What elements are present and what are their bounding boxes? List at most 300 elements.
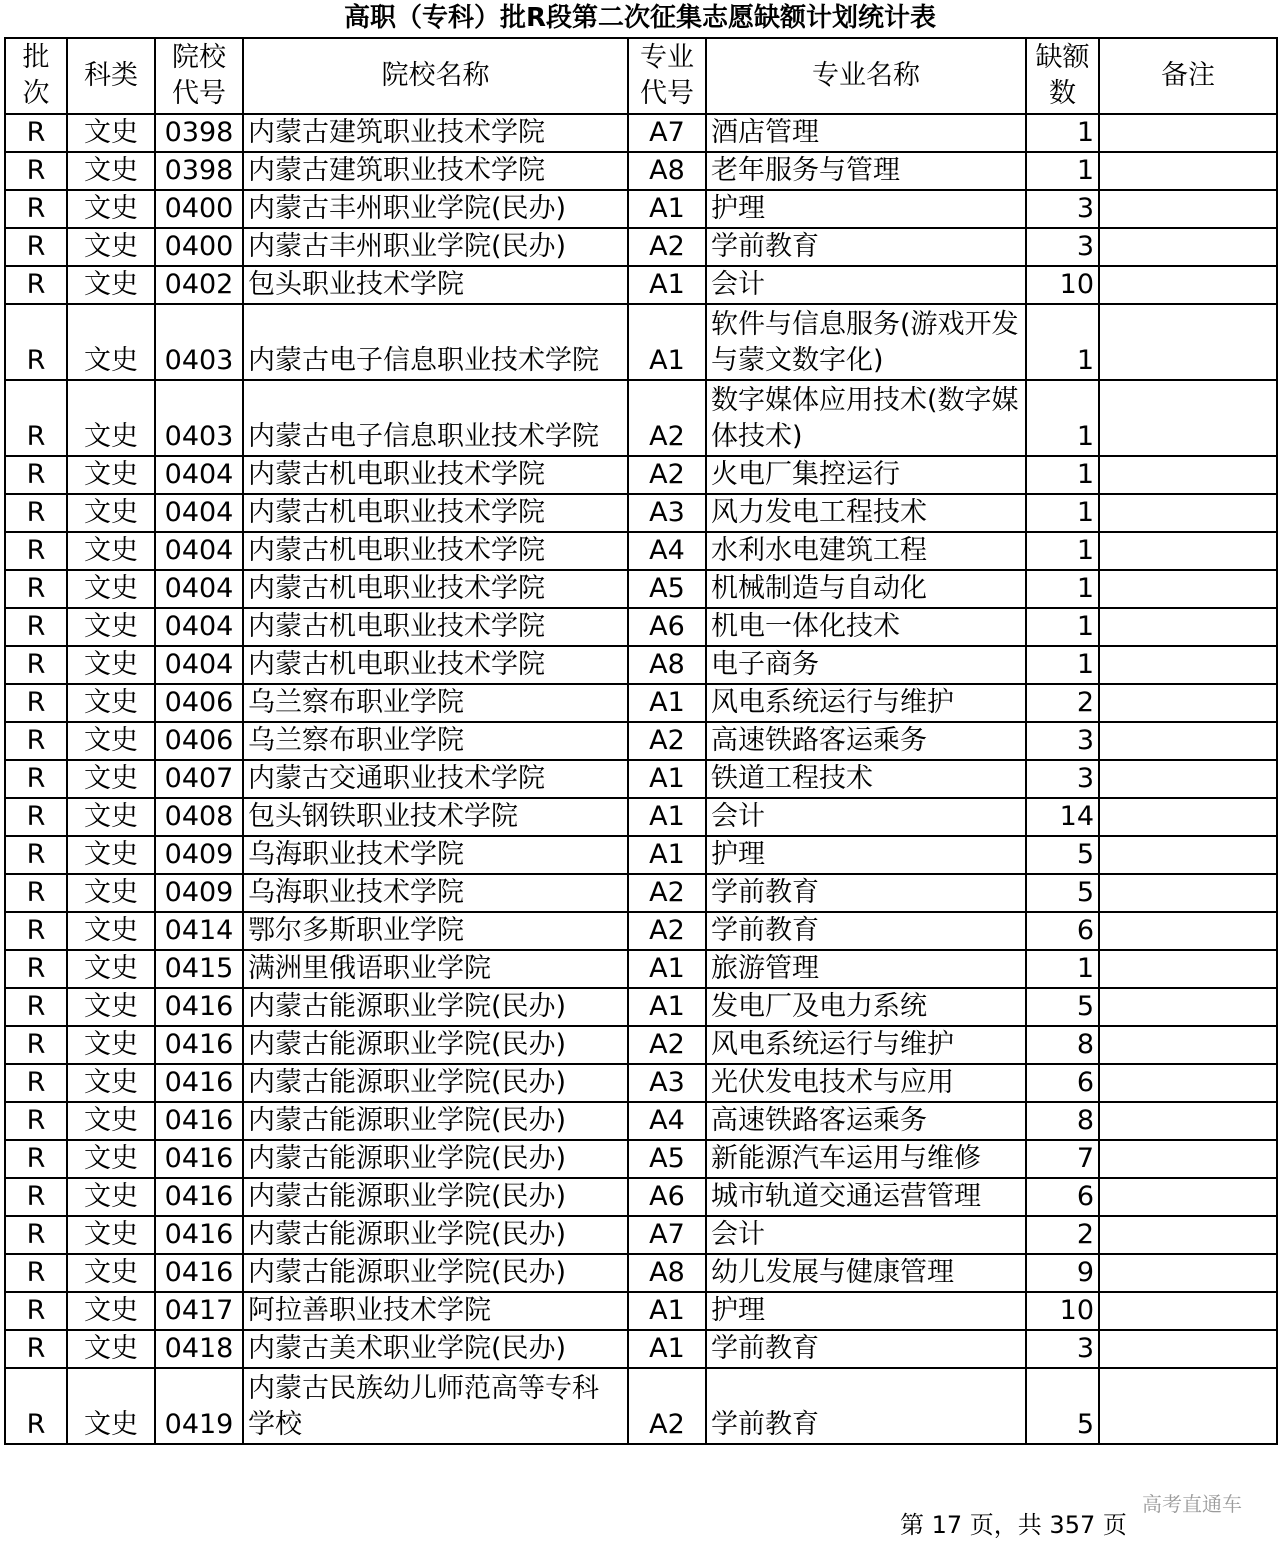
cell-remarks	[1099, 1140, 1277, 1178]
cell-major-name: 机电一体化技术	[706, 608, 1026, 646]
cell-school-name: 内蒙古机电职业技术学院	[243, 532, 628, 570]
cell-major-name: 高速铁路客运乘务	[706, 722, 1026, 760]
cell-major-code: A6	[628, 608, 706, 646]
header-school-name: 院校名称	[243, 38, 628, 114]
cell-major-code: A2	[628, 228, 706, 266]
cell-vacancies: 6	[1026, 912, 1099, 950]
cell-remarks	[1099, 570, 1277, 608]
cell-category: 文史	[67, 798, 155, 836]
cell-vacancies: 7	[1026, 1140, 1099, 1178]
cell-major-name: 幼儿发展与健康管理	[706, 1254, 1026, 1292]
cell-major-name: 学前教育	[706, 1368, 1026, 1444]
cell-major-code: A1	[628, 684, 706, 722]
table-row	[5, 190, 1277, 228]
cell-school-code: 0404	[155, 608, 243, 646]
cell-category: 文史	[67, 114, 155, 152]
cell-remarks	[1099, 1178, 1277, 1216]
cell-major-code: A2	[628, 912, 706, 950]
cell-remarks	[1099, 456, 1277, 494]
cell-school-name: 乌海职业技术学院	[243, 874, 628, 912]
cell-major-code: A3	[628, 494, 706, 532]
cell-remarks	[1099, 874, 1277, 912]
table-row	[5, 874, 1277, 912]
cell-category: 文史	[67, 152, 155, 190]
cell-major-name: 风力发电工程技术	[706, 494, 1026, 532]
cell-vacancies: 5	[1026, 874, 1099, 912]
cell-school-name: 内蒙古民族幼儿师范高等专科学校	[243, 1368, 628, 1444]
cell-category: 文史	[67, 646, 155, 684]
cell-category: 文史	[67, 532, 155, 570]
cell-batch: R	[5, 1102, 67, 1140]
cell-vacancies: 1	[1026, 152, 1099, 190]
cell-major-code: A8	[628, 1254, 706, 1292]
cell-major-name: 电子商务	[706, 646, 1026, 684]
cell-category: 文史	[67, 380, 155, 456]
cell-school-name: 包头钢铁职业技术学院	[243, 798, 628, 836]
cell-batch: R	[5, 1330, 67, 1368]
cell-major-name: 风电系统运行与维护	[706, 1026, 1026, 1064]
cell-remarks	[1099, 1254, 1277, 1292]
table-row	[5, 1140, 1277, 1178]
cell-major-name: 旅游管理	[706, 950, 1026, 988]
cell-vacancies: 1	[1026, 114, 1099, 152]
cell-school-name: 内蒙古建筑职业技术学院	[243, 114, 628, 152]
cell-major-code: A8	[628, 152, 706, 190]
cell-category: 文史	[67, 950, 155, 988]
cell-category: 文史	[67, 1102, 155, 1140]
cell-major-name: 水利水电建筑工程	[706, 532, 1026, 570]
cell-batch: R	[5, 1064, 67, 1102]
cell-batch: R	[5, 570, 67, 608]
cell-category: 文史	[67, 1254, 155, 1292]
cell-school-code: 0416	[155, 1178, 243, 1216]
cell-vacancies: 8	[1026, 1026, 1099, 1064]
cell-major-code: A2	[628, 722, 706, 760]
cell-remarks	[1099, 722, 1277, 760]
cell-category: 文史	[67, 684, 155, 722]
page-title: 高职（专科）批R段第二次征集志愿缺额计划统计表	[343, 3, 937, 33]
cell-vacancies: 8	[1026, 1102, 1099, 1140]
table-header-row	[5, 38, 1277, 114]
cell-major-code: A1	[628, 836, 706, 874]
cell-school-name: 内蒙古能源职业学院(民办)	[243, 988, 628, 1026]
cell-batch: R	[5, 228, 67, 266]
cell-category: 文史	[67, 1140, 155, 1178]
cell-school-name: 内蒙古能源职业学院(民办)	[243, 1178, 628, 1216]
cell-vacancies: 3	[1026, 760, 1099, 798]
cell-school-code: 0416	[155, 1140, 243, 1178]
cell-school-code: 0404	[155, 494, 243, 532]
cell-major-code: A3	[628, 1064, 706, 1102]
table-row	[5, 228, 1277, 266]
cell-major-code: A7	[628, 1216, 706, 1254]
cell-remarks	[1099, 608, 1277, 646]
cell-school-code: 0403	[155, 380, 243, 456]
header-school-code: 院校代号	[155, 38, 243, 114]
cell-category: 文史	[67, 494, 155, 532]
cell-batch: R	[5, 1292, 67, 1330]
table-row	[5, 722, 1277, 760]
cell-school-code: 0398	[155, 114, 243, 152]
cell-school-name: 内蒙古机电职业技术学院	[243, 494, 628, 532]
cell-school-code: 0407	[155, 760, 243, 798]
cell-school-code: 0398	[155, 152, 243, 190]
cell-major-code: A7	[628, 114, 706, 152]
cell-remarks	[1099, 304, 1277, 380]
cell-vacancies: 1	[1026, 950, 1099, 988]
cell-category: 文史	[67, 304, 155, 380]
table-row	[5, 684, 1277, 722]
cell-category: 文史	[67, 266, 155, 304]
cell-school-code: 0419	[155, 1368, 243, 1444]
cell-school-code: 0416	[155, 1026, 243, 1064]
cell-batch: R	[5, 912, 67, 950]
cell-major-name: 学前教育	[706, 874, 1026, 912]
cell-school-code: 0416	[155, 988, 243, 1026]
cell-school-name: 内蒙古机电职业技术学院	[243, 570, 628, 608]
cell-remarks	[1099, 1368, 1277, 1444]
header-category: 科类	[67, 38, 155, 114]
cell-major-code: A2	[628, 1026, 706, 1064]
cell-remarks	[1099, 760, 1277, 798]
cell-major-name: 发电厂及电力系统	[706, 988, 1026, 1026]
cell-school-name: 内蒙古能源职业学院(民办)	[243, 1064, 628, 1102]
table-row	[5, 836, 1277, 874]
cell-major-code: A4	[628, 532, 706, 570]
cell-school-code: 0403	[155, 304, 243, 380]
cell-major-name: 机械制造与自动化	[706, 570, 1026, 608]
cell-remarks	[1099, 494, 1277, 532]
cell-batch: R	[5, 380, 67, 456]
cell-major-code: A1	[628, 760, 706, 798]
table-row	[5, 646, 1277, 684]
cell-major-name: 护理	[706, 1292, 1026, 1330]
cell-school-code: 0416	[155, 1102, 243, 1140]
cell-school-code: 0418	[155, 1330, 243, 1368]
cell-batch: R	[5, 646, 67, 684]
cell-remarks	[1099, 798, 1277, 836]
cell-major-code: A2	[628, 380, 706, 456]
table-row	[5, 1026, 1277, 1064]
cell-remarks	[1099, 912, 1277, 950]
cell-category: 文史	[67, 836, 155, 874]
cell-major-code: A6	[628, 1178, 706, 1216]
cell-batch: R	[5, 266, 67, 304]
cell-school-code: 0406	[155, 684, 243, 722]
cell-school-name: 内蒙古机电职业技术学院	[243, 646, 628, 684]
cell-major-name: 护理	[706, 190, 1026, 228]
cell-remarks	[1099, 532, 1277, 570]
cell-major-code: A1	[628, 190, 706, 228]
cell-school-name: 乌海职业技术学院	[243, 836, 628, 874]
cell-school-code: 0409	[155, 836, 243, 874]
cell-remarks	[1099, 950, 1277, 988]
cell-school-name: 乌兰察布职业学院	[243, 722, 628, 760]
cell-vacancies: 3	[1026, 190, 1099, 228]
cell-school-name: 鄂尔多斯职业学院	[243, 912, 628, 950]
table-row	[5, 1368, 1277, 1444]
cell-major-code: A2	[628, 1368, 706, 1444]
cell-remarks	[1099, 380, 1277, 456]
cell-vacancies: 2	[1026, 1216, 1099, 1254]
table-row	[5, 570, 1277, 608]
cell-batch: R	[5, 836, 67, 874]
cell-batch: R	[5, 1178, 67, 1216]
cell-batch: R	[5, 190, 67, 228]
cell-school-name: 阿拉善职业技术学院	[243, 1292, 628, 1330]
table-row	[5, 912, 1277, 950]
cell-vacancies: 1	[1026, 532, 1099, 570]
cell-category: 文史	[67, 1026, 155, 1064]
cell-remarks	[1099, 266, 1277, 304]
table-row	[5, 798, 1277, 836]
table-row	[5, 380, 1277, 456]
cell-school-name: 内蒙古建筑职业技术学院	[243, 152, 628, 190]
cell-remarks	[1099, 988, 1277, 1026]
cell-school-name: 内蒙古机电职业技术学院	[243, 456, 628, 494]
cell-remarks	[1099, 1216, 1277, 1254]
vacancy-table	[4, 37, 1278, 1445]
cell-major-code: A5	[628, 1140, 706, 1178]
cell-vacancies: 5	[1026, 836, 1099, 874]
cell-major-name: 新能源汽车运用与维修	[706, 1140, 1026, 1178]
cell-school-name: 满洲里俄语职业学院	[243, 950, 628, 988]
cell-remarks	[1099, 1102, 1277, 1140]
cell-school-code: 0404	[155, 456, 243, 494]
table-row	[5, 1216, 1277, 1254]
cell-vacancies: 3	[1026, 228, 1099, 266]
cell-school-name: 内蒙古丰州职业学院(民办)	[243, 190, 628, 228]
table-row	[5, 608, 1277, 646]
cell-category: 文史	[67, 722, 155, 760]
cell-school-code: 0416	[155, 1216, 243, 1254]
cell-batch: R	[5, 114, 67, 152]
table-row	[5, 1254, 1277, 1292]
cell-school-code: 0402	[155, 266, 243, 304]
cell-major-name: 学前教育	[706, 228, 1026, 266]
cell-major-code: A1	[628, 988, 706, 1026]
cell-vacancies: 10	[1026, 266, 1099, 304]
cell-school-name: 包头职业技术学院	[243, 266, 628, 304]
table-row	[5, 1292, 1277, 1330]
cell-remarks	[1099, 1292, 1277, 1330]
cell-remarks	[1099, 646, 1277, 684]
cell-remarks	[1099, 684, 1277, 722]
cell-vacancies: 1	[1026, 608, 1099, 646]
cell-major-code: A8	[628, 646, 706, 684]
cell-school-code: 0415	[155, 950, 243, 988]
cell-category: 文史	[67, 1064, 155, 1102]
cell-batch: R	[5, 1368, 67, 1444]
cell-major-name: 老年服务与管理	[706, 152, 1026, 190]
cell-remarks	[1099, 836, 1277, 874]
cell-school-code: 0408	[155, 798, 243, 836]
cell-school-name: 内蒙古能源职业学院(民办)	[243, 1254, 628, 1292]
cell-major-code: A1	[628, 1292, 706, 1330]
cell-school-name: 乌兰察布职业学院	[243, 684, 628, 722]
header-batch: 批次	[5, 38, 67, 114]
cell-batch: R	[5, 950, 67, 988]
cell-major-name: 学前教育	[706, 1330, 1026, 1368]
cell-remarks	[1099, 1064, 1277, 1102]
watermark: 高考直通车	[1142, 1492, 1242, 1516]
cell-batch: R	[5, 1254, 67, 1292]
cell-school-code: 0400	[155, 190, 243, 228]
cell-major-name: 会计	[706, 266, 1026, 304]
cell-major-code: A1	[628, 950, 706, 988]
cell-category: 文史	[67, 1368, 155, 1444]
table-row	[5, 494, 1277, 532]
cell-batch: R	[5, 760, 67, 798]
cell-major-code: A1	[628, 1330, 706, 1368]
cell-batch: R	[5, 1026, 67, 1064]
table-row	[5, 456, 1277, 494]
table-row	[5, 114, 1277, 152]
cell-vacancies: 3	[1026, 1330, 1099, 1368]
cell-category: 文史	[67, 760, 155, 798]
cell-major-code: A1	[628, 266, 706, 304]
cell-vacancies: 1	[1026, 456, 1099, 494]
cell-batch: R	[5, 1216, 67, 1254]
cell-remarks	[1099, 228, 1277, 266]
cell-vacancies: 5	[1026, 988, 1099, 1026]
cell-major-name: 学前教育	[706, 912, 1026, 950]
cell-vacancies: 3	[1026, 722, 1099, 760]
cell-school-code: 0406	[155, 722, 243, 760]
cell-school-name: 内蒙古交通职业技术学院	[243, 760, 628, 798]
cell-major-name: 城市轨道交通运营管理	[706, 1178, 1026, 1216]
cell-school-name: 内蒙古丰州职业学院(民办)	[243, 228, 628, 266]
cell-school-name: 内蒙古能源职业学院(民办)	[243, 1102, 628, 1140]
cell-batch: R	[5, 874, 67, 912]
table-row	[5, 1178, 1277, 1216]
cell-vacancies: 1	[1026, 494, 1099, 532]
header-remarks: 备注	[1099, 38, 1277, 114]
header-major-code: 专业代号	[628, 38, 706, 114]
cell-major-name: 高速铁路客运乘务	[706, 1102, 1026, 1140]
cell-remarks	[1099, 190, 1277, 228]
cell-major-name: 软件与信息服务(游戏开发与蒙文数字化)	[706, 304, 1026, 380]
cell-batch: R	[5, 494, 67, 532]
header-vacancies: 缺额数	[1026, 38, 1099, 114]
cell-school-name: 内蒙古美术职业学院(民办)	[243, 1330, 628, 1368]
cell-category: 文史	[67, 456, 155, 494]
cell-major-code: A1	[628, 304, 706, 380]
cell-major-name: 会计	[706, 1216, 1026, 1254]
cell-school-code: 0404	[155, 646, 243, 684]
cell-category: 文史	[67, 570, 155, 608]
cell-school-code: 0416	[155, 1064, 243, 1102]
cell-category: 文史	[67, 874, 155, 912]
cell-major-name: 风电系统运行与维护	[706, 684, 1026, 722]
cell-school-code: 0417	[155, 1292, 243, 1330]
cell-major-code: A1	[628, 798, 706, 836]
cell-vacancies: 6	[1026, 1064, 1099, 1102]
table-row	[5, 1330, 1277, 1368]
page-number: 第 17 页，共 357 页	[900, 1511, 1127, 1539]
cell-batch: R	[5, 798, 67, 836]
table-row	[5, 1064, 1277, 1102]
cell-category: 文史	[67, 1178, 155, 1216]
cell-school-name: 内蒙古电子信息职业技术学院	[243, 380, 628, 456]
cell-batch: R	[5, 1140, 67, 1178]
cell-school-code: 0404	[155, 570, 243, 608]
cell-batch: R	[5, 988, 67, 1026]
table-row	[5, 950, 1277, 988]
cell-major-code: A4	[628, 1102, 706, 1140]
cell-major-name: 数字媒体应用技术(数字媒体技术)	[706, 380, 1026, 456]
table-row	[5, 304, 1277, 380]
cell-major-code: A2	[628, 874, 706, 912]
table-row	[5, 1102, 1277, 1140]
cell-vacancies: 1	[1026, 380, 1099, 456]
cell-batch: R	[5, 152, 67, 190]
cell-major-name: 会计	[706, 798, 1026, 836]
cell-batch: R	[5, 608, 67, 646]
cell-category: 文史	[67, 228, 155, 266]
cell-major-name: 光伏发电技术与应用	[706, 1064, 1026, 1102]
cell-remarks	[1099, 1330, 1277, 1368]
cell-batch: R	[5, 532, 67, 570]
cell-batch: R	[5, 304, 67, 380]
cell-school-code: 0400	[155, 228, 243, 266]
cell-school-code: 0404	[155, 532, 243, 570]
cell-category: 文史	[67, 988, 155, 1026]
cell-remarks	[1099, 114, 1277, 152]
cell-vacancies: 1	[1026, 304, 1099, 380]
cell-vacancies: 10	[1026, 1292, 1099, 1330]
cell-vacancies: 5	[1026, 1368, 1099, 1444]
cell-remarks	[1099, 152, 1277, 190]
table-row	[5, 988, 1277, 1026]
header-major-name: 专业名称	[706, 38, 1026, 114]
cell-school-name: 内蒙古电子信息职业技术学院	[243, 304, 628, 380]
table-row	[5, 152, 1277, 190]
table-row	[5, 760, 1277, 798]
cell-category: 文史	[67, 190, 155, 228]
cell-batch: R	[5, 684, 67, 722]
cell-vacancies: 1	[1026, 646, 1099, 684]
cell-vacancies: 2	[1026, 684, 1099, 722]
cell-category: 文史	[67, 608, 155, 646]
cell-school-name: 内蒙古能源职业学院(民办)	[243, 1140, 628, 1178]
cell-category: 文史	[67, 1330, 155, 1368]
cell-major-code: A5	[628, 570, 706, 608]
cell-major-name: 铁道工程技术	[706, 760, 1026, 798]
cell-batch: R	[5, 722, 67, 760]
table-row	[5, 532, 1277, 570]
cell-major-name: 护理	[706, 836, 1026, 874]
cell-major-name: 火电厂集控运行	[706, 456, 1026, 494]
cell-vacancies: 9	[1026, 1254, 1099, 1292]
cell-school-name: 内蒙古能源职业学院(民办)	[243, 1026, 628, 1064]
cell-category: 文史	[67, 1292, 155, 1330]
cell-remarks	[1099, 1026, 1277, 1064]
cell-school-name: 内蒙古能源职业学院(民办)	[243, 1216, 628, 1254]
cell-school-code: 0414	[155, 912, 243, 950]
cell-major-code: A2	[628, 456, 706, 494]
cell-school-code: 0416	[155, 1254, 243, 1292]
cell-school-name: 内蒙古机电职业技术学院	[243, 608, 628, 646]
cell-school-code: 0409	[155, 874, 243, 912]
cell-vacancies: 14	[1026, 798, 1099, 836]
cell-category: 文史	[67, 1216, 155, 1254]
table-row	[5, 266, 1277, 304]
cell-category: 文史	[67, 912, 155, 950]
cell-vacancies: 1	[1026, 570, 1099, 608]
cell-vacancies: 6	[1026, 1178, 1099, 1216]
cell-batch: R	[5, 456, 67, 494]
